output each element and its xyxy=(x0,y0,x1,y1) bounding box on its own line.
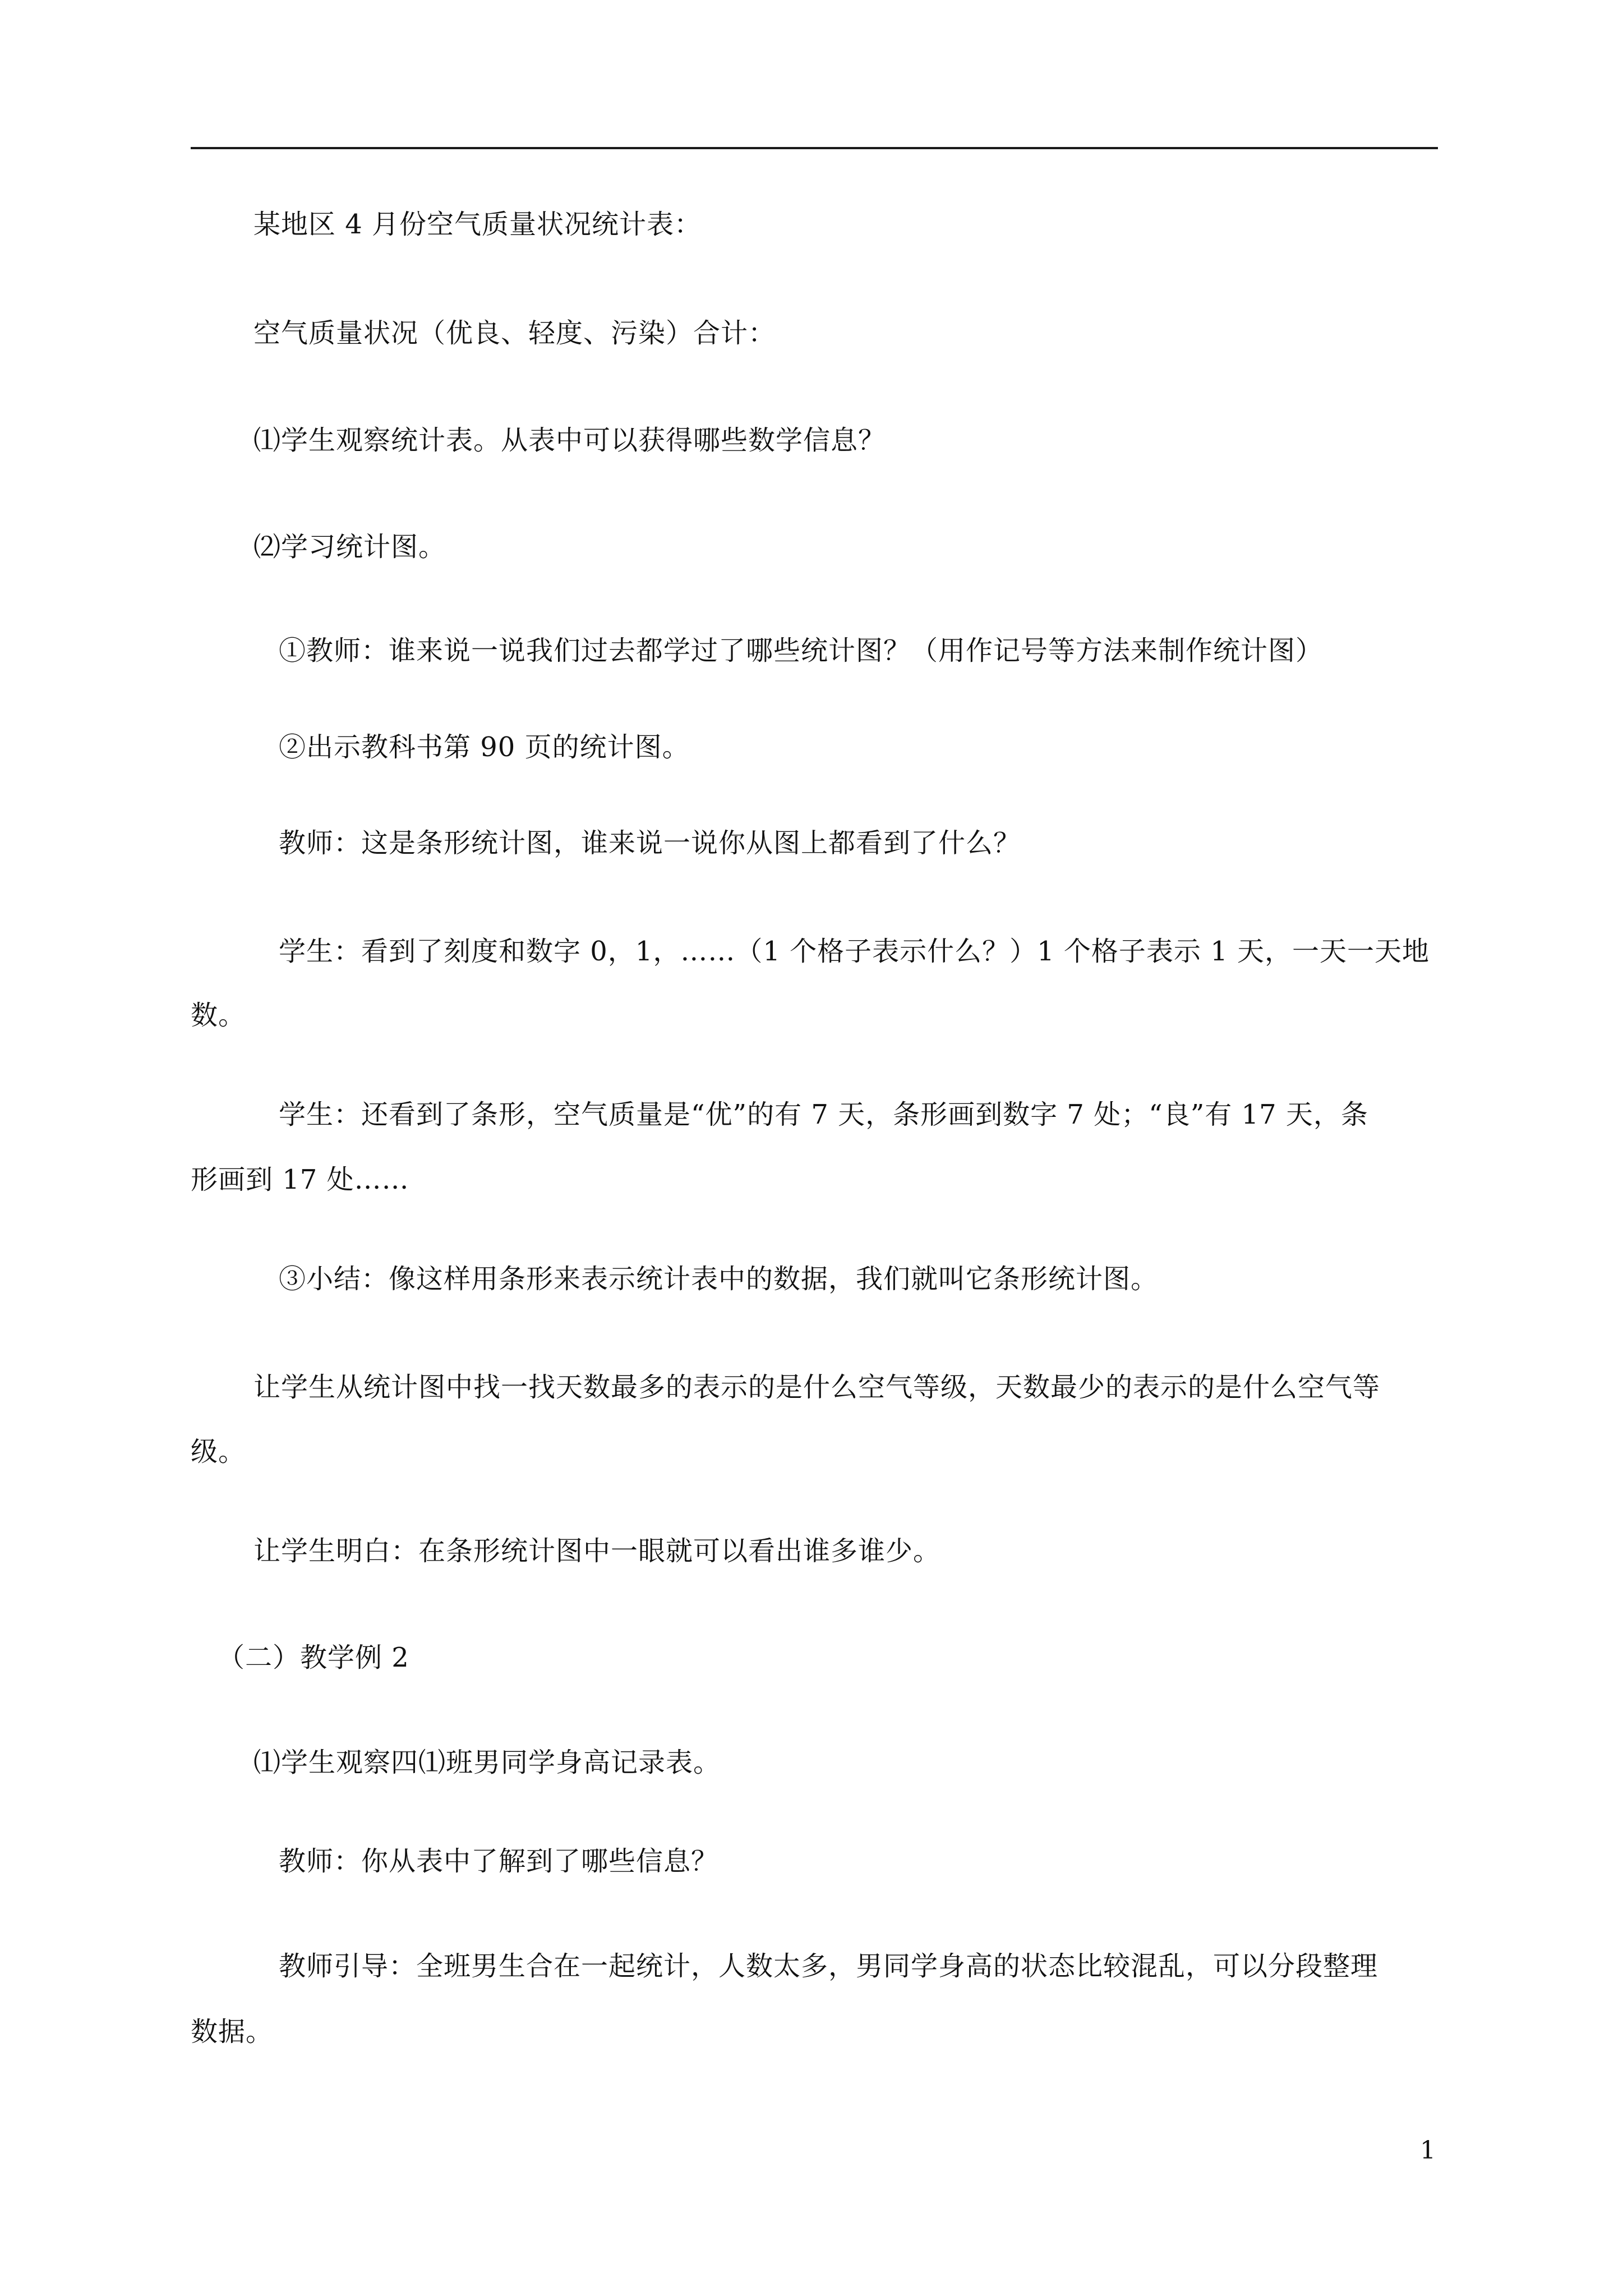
header-rule xyxy=(191,147,1438,149)
paragraph-line: 教师引导：全班男生合在一起统计，人数太多，男同学身高的状态比较混乱，可以分段整理 xyxy=(279,1950,1378,1982)
paragraph-line: 形画到 17 处…… xyxy=(191,1164,409,1195)
paragraph-line: 空气质量状况（优良、轻度、污染）合计： xyxy=(253,318,776,349)
paragraph-line: 教师：这是条形统计图，谁来说一说你从图上都看到了什么？ xyxy=(279,827,1021,859)
section-heading: （二）教学例 2 xyxy=(218,1642,409,1673)
paragraph-line: 让学生明白：在条形统计图中一眼就可以看出谁多谁少。 xyxy=(253,1535,941,1567)
paragraph-line: 学生：看到了刻度和数字 0，1，……（1 个格子表示什么？）1 个格子表示 1 天，一天一天地 xyxy=(279,936,1430,967)
page-number: 1 xyxy=(1420,2136,1436,2165)
paragraph-line: 教师：你从表中了解到了哪些信息？ xyxy=(279,1846,719,1877)
paragraph-line: ③小结：像这样用条形来表示统计表中的数据，我们就叫它条形统计图。 xyxy=(279,1263,1159,1295)
paragraph-line: 级。 xyxy=(191,1436,246,1467)
paragraph-line: ⑵学习统计图。 xyxy=(253,531,446,563)
paragraph-line: ⑴学生观察四⑴班男同学身高记录表。 xyxy=(253,1747,721,1778)
paragraph-line: 数据。 xyxy=(191,2016,274,2047)
paragraph-line: 某地区 4 月份空气质量状况统计表： xyxy=(253,209,702,240)
paragraph-line: 让学生从统计图中找一找天数最多的表示的是什么空气等级，天数最少的表示的是什么空气等 xyxy=(253,1372,1381,1403)
paragraph-line: 数。 xyxy=(191,1000,246,1031)
paragraph-line: ⑴学生观察统计表。从表中可以获得哪些数学信息？ xyxy=(253,425,886,456)
paragraph-line: ②出示教科书第 90 页的统计图。 xyxy=(279,731,690,763)
paragraph-line: 学生：还看到了条形，空气质量是“优”的有 7 天，条形画到数字 7 处；“良”有 17 天，条 xyxy=(279,1099,1368,1130)
paragraph-line: ①教师：谁来说一说我们过去都学过了哪些统计图？（用作记号等方法来制作统计图） xyxy=(279,635,1324,666)
